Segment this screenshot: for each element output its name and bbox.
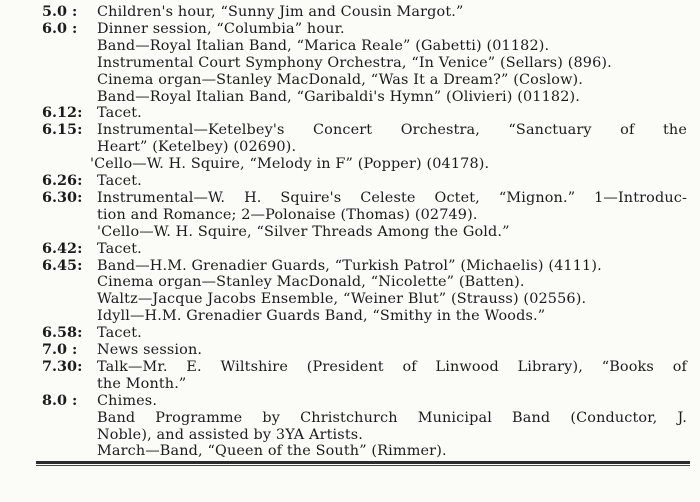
entry-line: Tacet. (97, 240, 142, 257)
entry-time-value: 6.0 (42, 19, 68, 37)
entry-time-value: 5.0 (42, 3, 68, 20)
entry-line: Idyll—H.M. Grenadier Guards Band, “Smithy in the Woods.” (97, 308, 546, 325)
entry-line: Band—H.M. Grenadier Guards, “Turkish Patrol” (Michaelis) (4111). (97, 257, 602, 274)
entry-line: tion and Romance; 2—Polonaise (Thomas) (02749). (97, 206, 478, 223)
entry-time (42, 105, 96, 122)
entry-time-value: 8.0 (42, 391, 68, 409)
entry-time-value: 6.12 (42, 104, 78, 122)
entry-time-value: 6.15 (42, 121, 78, 139)
entry-time-colon: : (77, 104, 83, 122)
entry-time (42, 359, 96, 376)
entry-time-colon: : (67, 391, 78, 409)
entry-time (42, 258, 96, 275)
entry-line: Cinema organ—Stanley MacDonald, “Nicolette” (Batten). (97, 274, 525, 291)
entry-time (42, 190, 96, 207)
entry-time-colon: : (77, 256, 83, 274)
entry-line: Heart” (Ketelbey) (02690). (97, 139, 297, 156)
entry-time-value: 6.45 (42, 256, 78, 274)
section-divider (36, 461, 690, 464)
entry-line: Tacet. (97, 325, 142, 342)
entry-time (42, 342, 96, 359)
entry-line: Instrumental—Ketelbey's Concert Orchestra, “Sanctuary of the (97, 122, 687, 139)
entry-line: Band—Royal Italian Band, “Marica Reale” (Gabetti) (01182). (97, 37, 550, 54)
entry-line: Band Programme by Christchurch Municipal Band (Conductor, J. (97, 409, 687, 426)
entry-line: Instrumental—W. H. Squire's Celeste Octet, “Mignon.” 1—Introduc- (97, 189, 687, 206)
entry-line: Noble), and assisted by 3YA Artists. (97, 426, 364, 443)
entry-time-value: 7.0 (42, 341, 68, 358)
entry-line: Band—Royal Italian Band, “Garibaldi's Hymn” (Olivieri) (01182). (97, 88, 580, 105)
entry-time (42, 173, 96, 190)
entry-time-colon: : (77, 188, 83, 206)
entry-time-colon: : (67, 3, 78, 20)
entry-time (42, 4, 96, 21)
entry-line: the Month.” (97, 375, 187, 392)
entry-time (42, 122, 96, 139)
entry-time-colon: : (77, 324, 83, 342)
entry-time-value: 6.58 (42, 324, 78, 342)
entry-time-colon: : (77, 357, 83, 375)
entry-line: Waltz—Jacque Jacobs Ensemble, “Weiner Blut” (Strauss) (02556). (97, 291, 587, 308)
entry-line: Dinner session, “Columbia” hour. (97, 20, 345, 37)
entry-line: March—Band, “Queen of the South” (Rimmer). (97, 443, 447, 460)
entry-line: News session. (97, 342, 203, 358)
entry-line: Chimes. (97, 392, 158, 409)
section-divider-thin (36, 465, 690, 466)
entry-time (42, 393, 96, 410)
entry-line: Cinema organ—Stanley MacDonald, “Was It a Dream?” (Coslow). (97, 71, 584, 88)
entry-time-value: 6.30 (42, 188, 78, 206)
entry-time-value: 7.30 (42, 357, 78, 375)
entry-line: Instrumental Court Symphony Orchestra, “In Venice” (Sellars) (896). (97, 54, 612, 71)
entry-line: Talk—Mr. E. Wiltshire (President of Linwood Library), “Books of (97, 358, 687, 375)
entry-line: Tacet. (97, 105, 142, 122)
entry-time (42, 241, 96, 258)
entry-line: 'Cello—W. H. Squire, “Melody in F” (Popper) (04178). (90, 156, 490, 173)
entry-time-colon: : (77, 172, 83, 189)
entry-time-value: 6.26 (42, 172, 78, 189)
entry-time-value: 6.42 (42, 239, 78, 257)
entry-time-colon: : (67, 341, 78, 358)
entry-line: 'Cello—W. H. Squire, “Silver Threads Among the Gold.” (97, 223, 510, 240)
entry-time-colon: : (67, 19, 78, 37)
entry-time-colon: : (77, 239, 83, 257)
entry-time (42, 325, 96, 342)
entry-line: Tacet. (97, 173, 142, 189)
entry-time-colon: : (77, 121, 83, 139)
entry-time (42, 21, 96, 38)
entry-line: Children's hour, “Sunny Jim and Cousin Margot.” (97, 4, 464, 20)
